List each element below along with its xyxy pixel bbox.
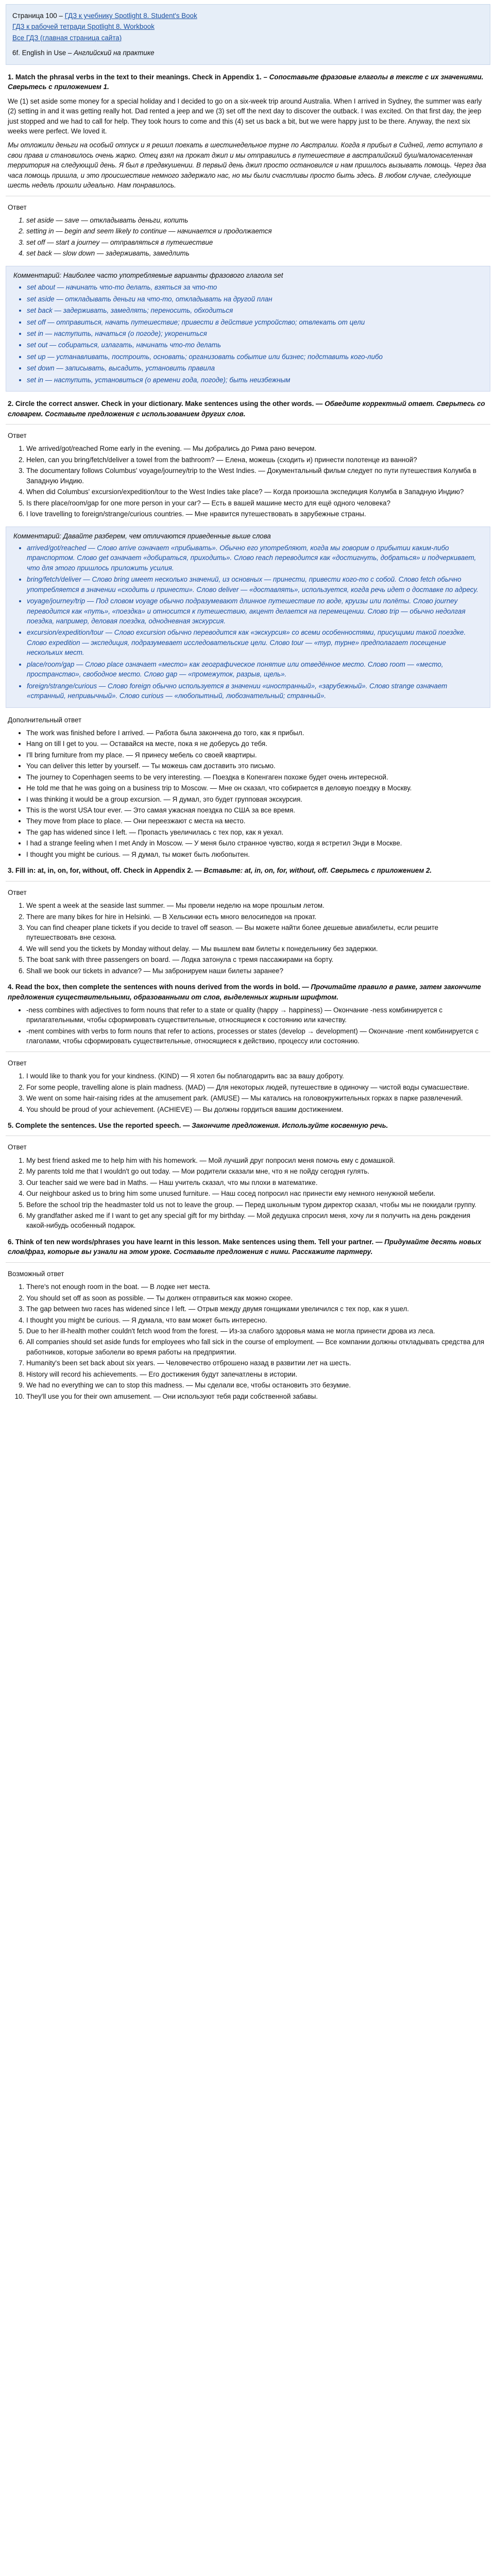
task5-answer-label: Ответ	[8, 1143, 27, 1151]
list-item: • place/room/gap — Слово place означает «место» как географическое понятие или отведённое место. Слово room — «место, пространство», свободное место. Слово gap — «промежуток, разрыв, щель».	[27, 659, 483, 680]
task5-title-ru: Закончите предложения. Используйте косвенную речь.	[192, 1121, 388, 1129]
comment-title: Комментарий: Давайте разберем, чем отличаются приведенные выше слова	[13, 532, 271, 540]
list-item: • They move from place to place. — Они переезжают с места на место.	[26, 816, 490, 826]
list-item: 2. Helen, can you bring/fetch/deliver a towel from the bathroom? — Елена, можешь (сходить и) принести полотенце из ванной?	[26, 455, 490, 465]
list-item: • This is the worst USA tour ever. — Это самая ужасная поездка по США за все время.	[26, 805, 490, 815]
comment-box-1	[6, 266, 490, 392]
list-item: • You can deliver this letter by yourself. — Ты можешь сам доставить это письмо.	[26, 761, 490, 771]
task1-title-en: 1. Match the phrasal verbs in the text to their meanings. Check in Appendix 1. –	[8, 73, 268, 81]
list-item: • The journey to Copenhagen seems to be very interesting. — Поездка в Копенгаген похоже будет очень интересной.	[26, 772, 490, 782]
task4-rules	[6, 1005, 490, 1046]
list-item: 3. The gap between two races has widened since I left. — Отрыв между двумя гонщиками увеличился с тех пор, как я ушел.	[26, 1304, 490, 1314]
all-gdz-link[interactable]: Все ГДЗ (главная страница сайта)	[12, 33, 122, 42]
list-item: • excursion/expedition/tour — Слово excursion обычно переводится как «экскурсия» со всеми особенностями, присущими такой поездке. Слово expedition — экспедиция, подразумевает исследовательские цели. Слово tour — «тур, турне» предполагает посещение нескольких мест.	[27, 628, 483, 657]
list-item: 4. You should be proud of your achievement. (ACHIEVE) — Вы должны гордиться вашим достижением.	[26, 1105, 490, 1114]
task4-title	[8, 982, 488, 1002]
list-item: 6. I love travelling to foreign/strange/curious countries. — Мне нравится путешествовать в зарубежные страны.	[26, 509, 490, 519]
task3-title-en: 3. Fill in: at, in, on, for, without, off. Check in Appendix 2. —	[8, 867, 202, 875]
list-item: • set down — записывать, высадить, установить правила	[27, 363, 483, 373]
list-item: 1. We arrived/got/reached Rome early in the evening. — Мы добрались до Рима рано вечером.	[26, 444, 490, 453]
task2-title-ru: Обведите корректный ответ. Сверьтесь со словарем. Составьте предложения с использованием других слов.	[8, 400, 485, 418]
task1-answer-label: Ответ	[8, 203, 27, 211]
task6-answers	[6, 1282, 490, 1401]
task3-answers	[6, 901, 490, 976]
list-item: 3. We went on some hair-raising rides at the amusement park. (AMUSE) — Мы катались на головокружительных горках в парке развлечений.	[26, 1093, 490, 1103]
list-item: 1. We spent a week at the seaside last summer. — Мы провели неделю на море прошлым летом.	[26, 901, 490, 910]
task6-title	[8, 1237, 488, 1257]
task1-answers	[6, 215, 490, 259]
list-item: 5. Due to her ill-health mother couldn't fetch wood from the forest. — Из-за слабого здоровья мама не могла принести дрова из леса.	[26, 1326, 490, 1336]
task3-answer-label: Ответ	[8, 888, 27, 896]
list-item: 3. Our teacher said we were bad in Maths. — Наш учитель сказал, что мы плохи в математике.	[26, 1178, 490, 1188]
list-item: 2. My parents told me that I wouldn't go out today. — Мои родители сказали мне, что я не пойду сегодня гулять.	[26, 1166, 490, 1176]
comment-box-2	[6, 527, 490, 708]
list-item: 4. When did Columbus' excursion/expedition/tour to the West Indies take place? — Когда произошла экспедиция Колумба в Западную Индию?	[26, 487, 490, 497]
task5-answers	[6, 1156, 490, 1231]
comment-list	[13, 282, 483, 385]
list-item: 5. Before the school trip the headmaster told us not to leave the group. — Перед школьным туром директор сказал, чтобы мы не покидали группу.	[26, 1200, 490, 1210]
list-item: • bring/fetch/deliver — Слово bring имеет несколько значений, из основных — принести, привести кого-то с собой. Слово fetch обычно употребляется в значении «сходить и принести». Слово deliver — «доставлять», используется, когда речь идет о доставке по адресу.	[27, 574, 483, 595]
list-item: 5. The boat sank with three passengers on board. — Лодка затонула с тремя пассажирами на борту.	[26, 955, 490, 964]
book-link[interactable]: ГДЗ к учебнику Spotlight 8. Student's Book	[64, 12, 197, 20]
list-item: • set in — наступить, начаться (о погоде); укорениться	[27, 329, 483, 338]
list-item: 5. Is there place/room/gap for one more person in your car? — Есть в вашей машине место для ещё одного человека?	[26, 498, 490, 508]
list-item: 3. You can find cheaper plane tickets if you decide to travel off season. — Вы можете найти более дешевые авиабилеты, если решите путешествовать вне сезона.	[26, 923, 490, 943]
list-item: 8. History will record his achievements. — Его достижения будут запечатлены в истории.	[26, 1369, 490, 1379]
task2-answers	[6, 444, 490, 519]
task6-answer-label: Возможный ответ	[8, 1269, 64, 1278]
list-item: • arrived/got/reached — Слово arrive означает «прибывать». Обычно его употребляют, когда мы говорим о прибытии каким-либо транспортом. Слово get означает «добираться, приходить». Слово reach переводится как «достигнуть, добраться» и подчеркивает, что для этого пришлось приложить усилия.	[27, 543, 483, 573]
extra-answer-label: Дополнительный ответ	[8, 716, 82, 724]
list-item: 4. set back — slow down — задерживать, замедлить	[26, 248, 490, 258]
task1-translation: Мы отложили деньги на особый отпуск и я решил поехать в шестинедельное турне по Австралии. Когда я прибыл в Сидней, лето вступало в свои права и становилось очень жарко. Отец взял на прокат джип и мы отправились в путешествие в австралийский буш/малонаселенная территория на следующий день. Я был в предвкушении. В первый день джип просто остановился и нам пришлось вызывать помощь. Через два часа помощь пришла, и это происшествие немного задержало нас, но мы были счастливы просто быть здесь. В любом случае, следующие шесть недель прошли идеально. Нам понравилось.	[8, 141, 486, 190]
list-item: 6. Shall we book our tickets in advance? — Мы забронируем наши билеты заранее?	[26, 966, 490, 976]
list-item: 10. They'll use you for their own amusement. — Они используют тебя ради собственной забавы.	[26, 1392, 490, 1401]
list-item: 2. For some people, travelling alone is plain madness. (MAD) — Для некоторых людей, путешествие в одиночку — чистой воды сумасшествие.	[26, 1082, 490, 1092]
task6-title-en: 6. Think of ten new words/phrases you have learnt in this lesson. Make sentences using them. Tell your partner. —	[8, 1238, 383, 1246]
header-box	[6, 4, 490, 65]
list-item: • set off — отправиться, начать путешествие; привести в действие устройство; отвлекать от цели	[27, 317, 483, 327]
list-item: 4. I thought you might be curious. — Я думала, что вам может быть интересно.	[26, 1315, 490, 1325]
task4-answer-label: Ответ	[8, 1059, 27, 1067]
task2-answer-label: Ответ	[8, 432, 27, 439]
list-item: 7. Humanity's been set back about six years. — Человечество отброшено назад в развитии лет на шесть.	[26, 1358, 490, 1368]
list-item: 2. There are many bikes for hire in Helsinki. — В Хельсинки есть много велосипедов на прокат.	[26, 912, 490, 922]
list-item: 1. My best friend asked me to help him with his homework. — Мой лучший друг попросил меня помочь ему с домашкой.	[26, 1156, 490, 1165]
task1-title	[8, 72, 488, 92]
list-item: • set out — собираться, излагать, начинать что-то делать	[27, 340, 483, 350]
task6-title-ru: Придумайте десять новых слов/фраз, которые вы узнали на этом уроке. Составьте предложения с ними. Расскажите партнеру.	[8, 1238, 482, 1256]
task5-title-en: 5. Complete the sentences. Use the reported speech. —	[8, 1121, 190, 1129]
workbook-link[interactable]: ГДЗ к рабочей тетради Spotlight 8. Workbook	[12, 23, 155, 31]
list-item: • set about — начинать что-то делать, взяться за что-то	[27, 282, 483, 292]
section-title-ru: Английский на практике	[74, 49, 155, 57]
list-item: 9. We had no everything we can to stop this madness. — Мы сделали все, чтобы остановить это безумие.	[26, 1380, 490, 1390]
task4-answers	[6, 1071, 490, 1114]
list-item: • I'll bring furniture from my place. — Я принесу мебель со своей квартиры.	[26, 750, 490, 760]
list-item: • set back — задерживать, замедлять; переносить, обходиться	[27, 306, 483, 315]
list-item: 1. set aside — save — откладывать деньги, копить	[26, 215, 490, 225]
task2-title	[8, 399, 488, 419]
list-item: • voyage/journey/trip — Под словом voyage обычно подразумевают длинное путешествие по воде, круизы или полёты. Слово journey переводится как «путь», «поездка» и относится к путешествию, акцент делается на перемещении. Слово trip — обычно недолгая поездка, например, деловая поездка, однодневная экскурсия.	[27, 596, 483, 626]
list-item: 2. You should set off as soon as possible. — Ты должен отправиться как можно скорее.	[26, 1293, 490, 1303]
list-item: 3. The documentary follows Columbus' voyage/journey/trip to the West Indies. — Документальный фильм следует по пути путешествия Колумба в Западную Индию.	[26, 466, 490, 486]
comment-title: Комментарий: Наиболее часто употребляемые варианты фразового глагола set	[13, 271, 283, 279]
list-item: 1. There's not enough room in the boat. — В лодке нет места.	[26, 1282, 490, 1292]
list-item: • -ment combines with verbs to form nouns that refer to actions, processes or states (develop → development) — Окончание -ment комбинируется с глаголами, чтобы сформировать существительные, относящиеся к действию, процессу или состоянию.	[26, 1026, 490, 1046]
section-title: 6f. English in Use –	[12, 49, 72, 57]
list-item: • set in — наступить, установиться (о времени года, погоде); быть неизбежным	[27, 375, 483, 385]
divider	[6, 424, 490, 425]
list-item: 6. All companies should set aside funds for employees who fall sick in the course of employment. — Все компании должны откладывать средства для работников, которые заболели во время работы на предприятии.	[26, 1337, 490, 1357]
list-item: 2. setting in — begin and seem likely to continue — начинается и продолжается	[26, 226, 490, 236]
task2-title-en: 2. Circle the correct answer. Check in your dictionary. Make sentences using the other words. —	[8, 400, 323, 408]
list-item: • set up — устанавливать, построить, основать; организовать событие или бизнес; подставить кого-либо	[27, 352, 483, 362]
list-item: 1. I would like to thank you for your kindness. (KIND) — Я хотел бы поблагодарить вас за вашу доброту.	[26, 1071, 490, 1081]
list-item: 4. We will send you the tickets by Monday without delay. — Мы вышлем вам билеты к понедельнику без задержки.	[26, 944, 490, 954]
list-item: • He told me that he was going on a business trip to Moscow. — Мне он сказал, что собирается в деловую поездку в Москву.	[26, 783, 490, 793]
list-item: • -ness combines with adjectives to form nouns that refer to a state or quality (happy → happiness) — Окончание -ness комбинируется с прилагательными, чтобы сформировать существительные, относящиеся к состоянию или качеству.	[26, 1005, 490, 1025]
extra-answers	[6, 728, 490, 859]
task4-title-ru: Прочитайте правило в рамке, затем закончите предложения существительными, образованными от слов, выделенных жирным шрифтом.	[8, 983, 482, 1001]
list-item: • Hang on till I get to you. — Оставайся на месте, пока я не доберусь до тебя.	[26, 739, 490, 749]
task3-title-ru: Вставьте: at, in, on, for, without, off. Сверьтесь с приложением 2.	[203, 867, 432, 875]
list-item: • I thought you might be curious. — Я думал, ты может быть любопытен.	[26, 850, 490, 859]
list-item: • foreign/strange/curious — Слово foreign обычно используется в значении «иностранный», «зарубежный». Слово strange означает «странный, непривычный». Слово curious — «любопытный, любознательный; странный».	[27, 681, 483, 701]
divider	[6, 881, 490, 882]
task5-title	[8, 1121, 488, 1130]
list-item: 6. My grandfather asked me if I want to get any special gift for my birthday. — Мой дедушка спросил меня, хочу ли я получить на день рождения какой-нибудь особенный подарок.	[26, 1211, 490, 1231]
page-label-line	[12, 11, 484, 21]
list-item: • I was thinking it would be a group excursion. — Я думал, это будет групповая экскурсия.	[26, 794, 490, 804]
list-item: • The work was finished before I arrived. — Работа была закончена до того, как я прибыл.	[26, 728, 490, 738]
task1-text: We (1) set aside some money for a special holiday and I decided to go on a six-week trip around Australia. When I arrived in Sydney, the summer was early (2) setting in and it was getting really hot. Dad rented a jeep and we (3) set off the next day to discover the outback. I was excited. On that first day, the jeep just stopped and we had to call for help. They took hours to come and this (4) set us back a bit, but we were happy just to be there. Anyway, the next six weeks were perfect. We loved it.	[8, 97, 482, 135]
divider	[6, 1262, 490, 1263]
task3-title	[8, 866, 488, 875]
section-heading	[12, 48, 484, 58]
list-item: • The gap has widened since I left. — Пропасть увеличилась с тех пор, как я уехал.	[26, 827, 490, 837]
task1-title-ru: Сопоставьте фразовые глаголы в тексте с их значениями. Сверьтесь с приложением 1.	[8, 73, 484, 91]
list-item: 4. Our neighbour asked us to bring him some unused furniture. — Наш сосед попросил нас принести ему немного ненужной мебели.	[26, 1189, 490, 1198]
list-item: • set aside — откладывать деньги на что-то, откладывать на другой план	[27, 294, 483, 304]
list-item: • I had a strange feeling when I met Andy in Moscow. — У меня было странное чувство, когда я встретил Энди в Москве.	[26, 838, 490, 848]
page-label: Страница 100 –	[12, 12, 63, 20]
comment-list	[13, 543, 483, 701]
task4-title-en: 4. Read the box, then complete the sentences with nouns derived from the words in bold. —	[8, 983, 309, 991]
list-item: 3. set off — start a journey — отправляться в путешествие	[26, 238, 490, 247]
